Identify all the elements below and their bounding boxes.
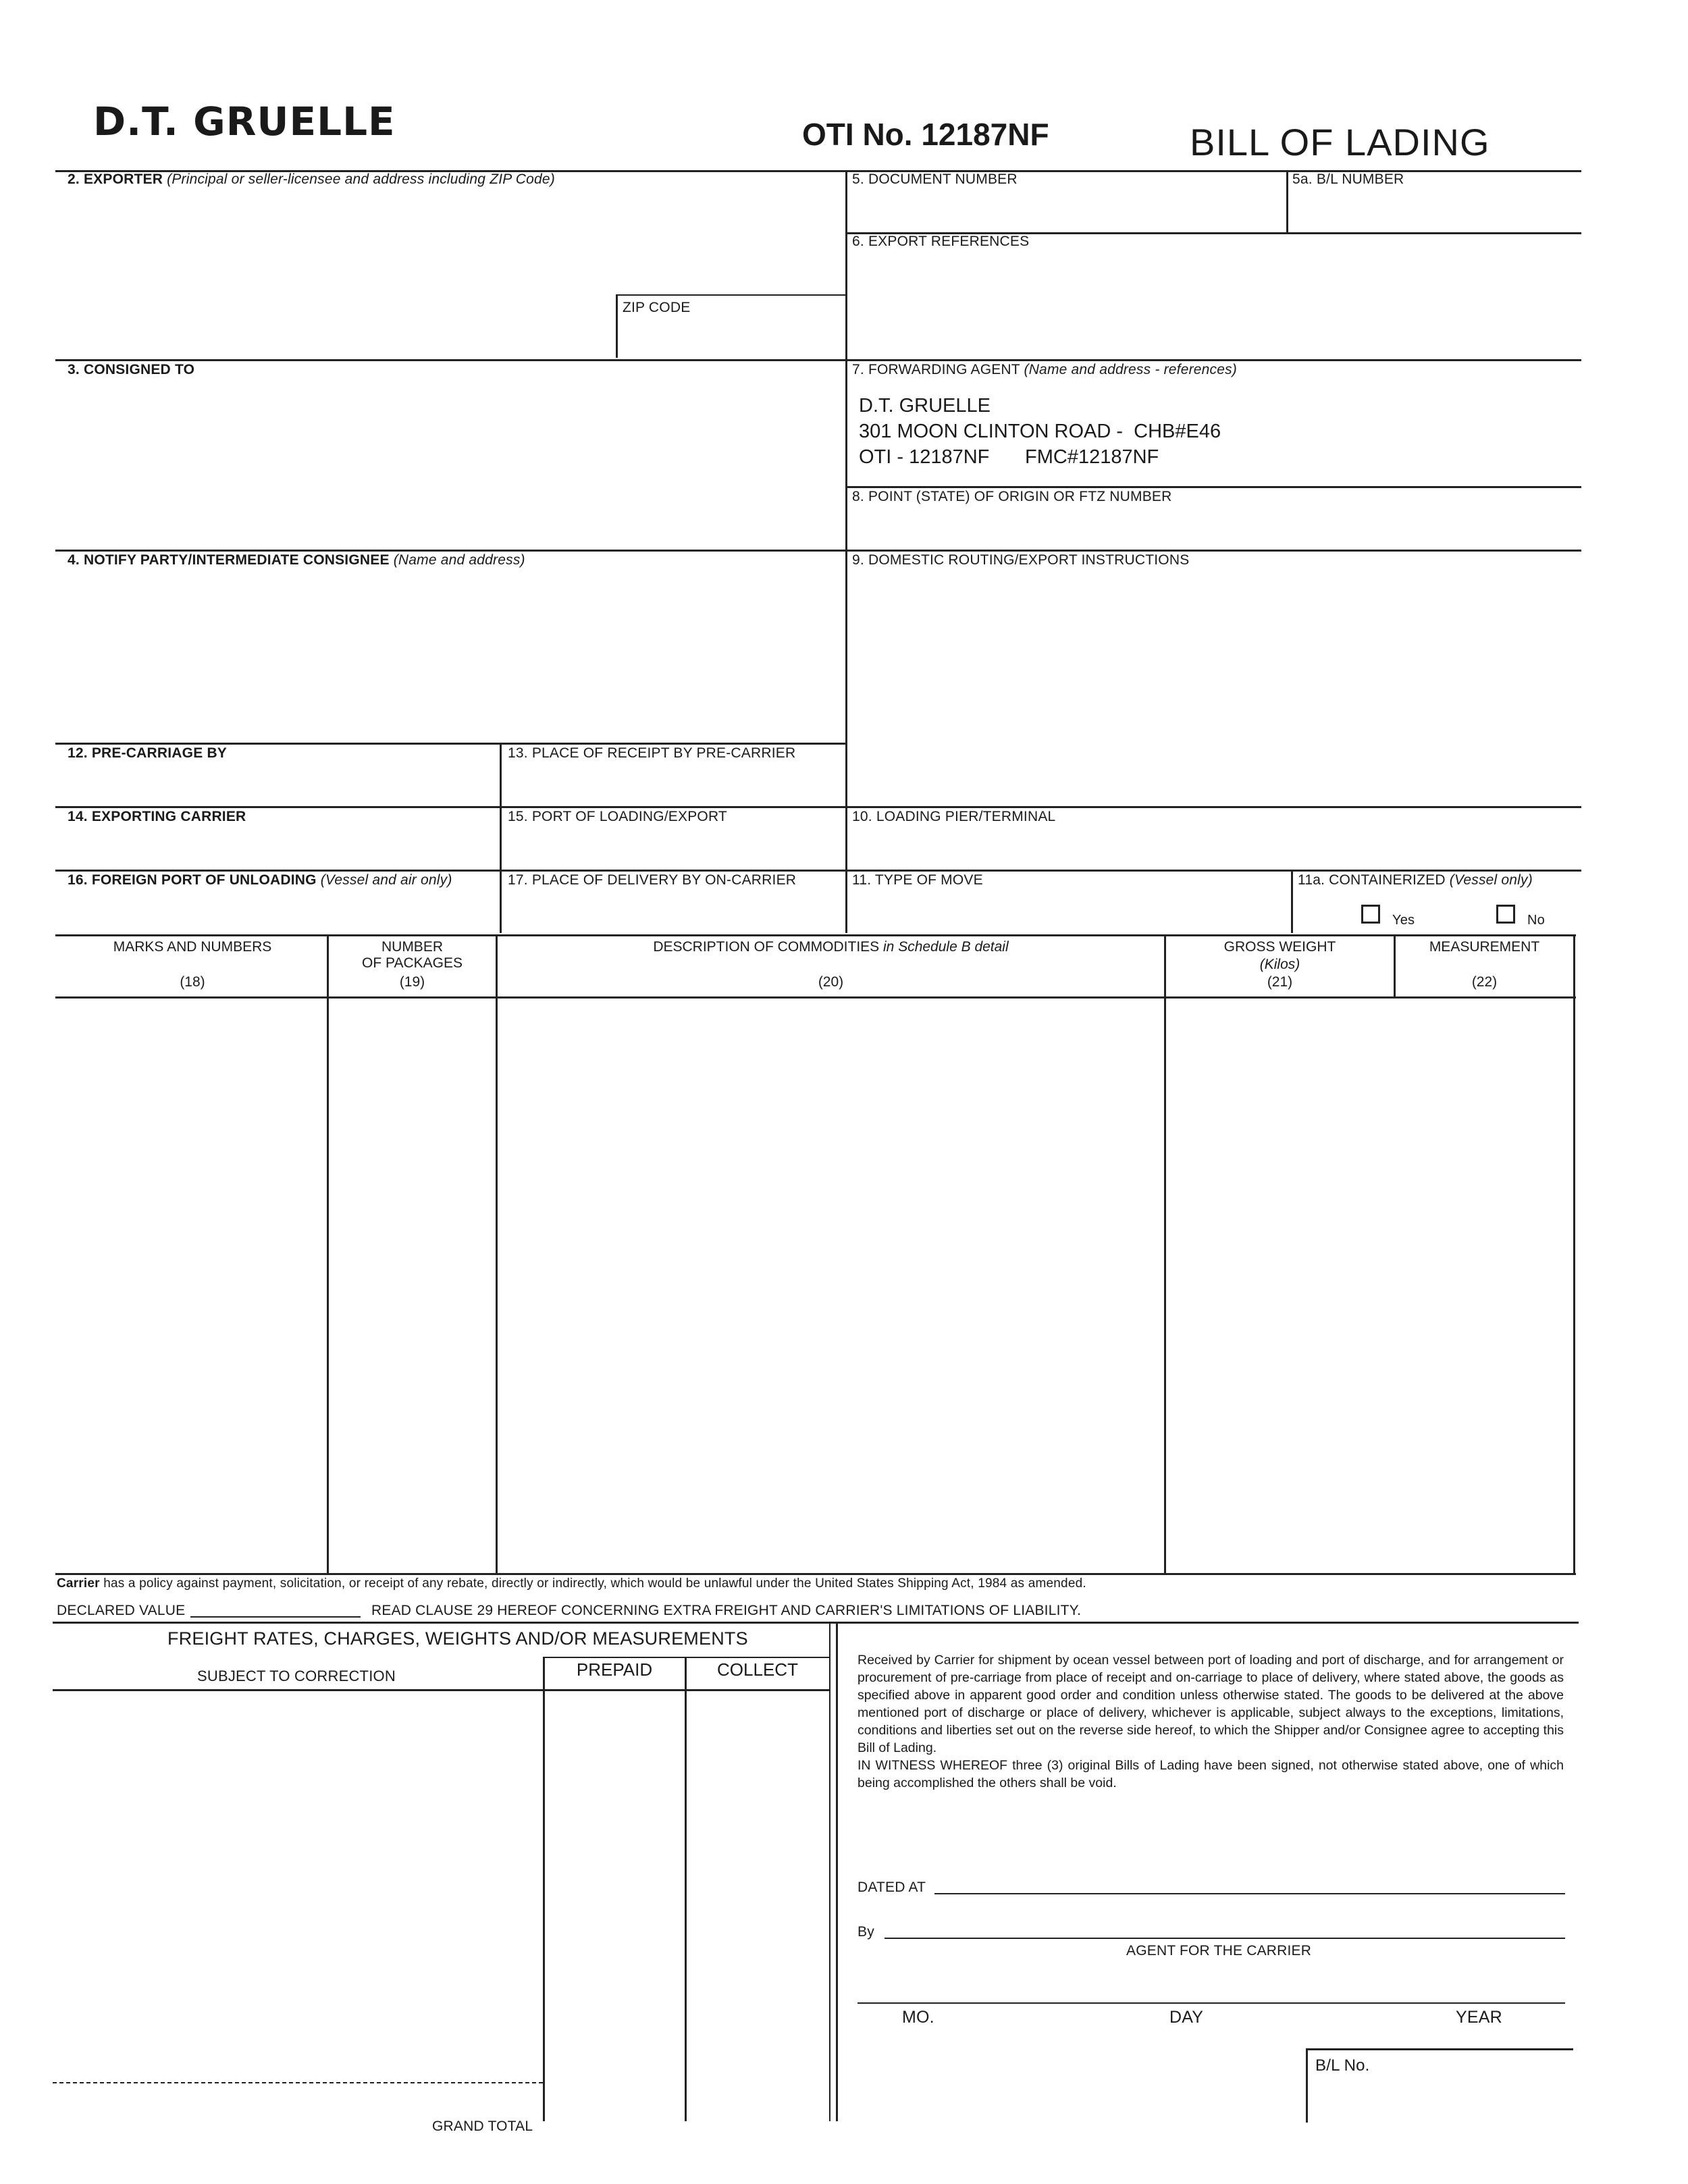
rule-bl-number-divider xyxy=(1286,170,1288,232)
freight-title: FREIGHT RATES, CHARGES, WEIGHTS AND/OR MEASUREMENTS xyxy=(167,1628,748,1649)
clause-notice: READ CLAUSE 29 HEREOF CONCERNING EXTRA FREIGHT AND CARRIER'S LIMITATIONS OF LIABILITY. xyxy=(371,1603,1082,1618)
rule-center-vertical xyxy=(845,170,847,933)
rule-col-marks-right xyxy=(327,934,329,1573)
packages-header-line1: NUMBER xyxy=(381,939,443,955)
notify-party-label: 4. NOTIFY PARTY/INTERMEDIATE CONSIGNEE (Name and address) xyxy=(68,552,525,568)
dated-at-label: DATED AT xyxy=(858,1880,926,1895)
rule-table-top xyxy=(55,934,1576,936)
containerized-yes-checkbox[interactable] xyxy=(1361,905,1380,924)
zip-code-label: ZIP CODE xyxy=(623,300,691,315)
packages-header-line2: OF PACKAGES xyxy=(362,955,463,971)
day-label: DAY xyxy=(1169,2008,1204,2027)
measurement-header: MEASUREMENT xyxy=(1429,939,1540,955)
rule-zip-top xyxy=(616,294,845,296)
export-references-label: 6. EXPORT REFERENCES xyxy=(852,234,1030,249)
exporter-label: 2. EXPORTER (Principal or seller-licensee and address including ZIP Code) xyxy=(68,171,555,187)
rule-table-right xyxy=(1573,934,1575,1573)
terms-receipt: Received by Carrier for shipment by ocean vessel between port of loading and port of discharge, and for arrangement or procurement of pre-carriage from place of receipt and on-carriage to place of delivery, where stated above, the goods as specified above in apparent good order and condition unless otherwise stated. The goods to be delivered at the above mentioned port of discharge or place of delivery, whichever is applicable, subject always to the exceptions, limitations, conditions and liberties set out on the reverse side hereof, to which the Shipper and/or Consignee agree to accepting this Bill of Lading. xyxy=(858,1653,1564,1755)
marks-header: MARKS AND NUMBERS xyxy=(113,939,272,955)
rule-table-bottom xyxy=(55,1573,1576,1575)
pre-carriage-label: 12. PRE-CARRIAGE BY xyxy=(68,745,228,761)
company-name: D.T. GRUELLE xyxy=(93,99,396,144)
description-number: (20) xyxy=(818,974,844,990)
bl-number-label: 5a. B/L NUMBER xyxy=(1292,171,1404,187)
terms-text xyxy=(858,1651,1564,1792)
marks-number: (18) xyxy=(180,974,205,990)
date-line[interactable] xyxy=(858,2002,1565,2004)
rule-carrier-top xyxy=(55,806,1581,808)
signature-line[interactable] xyxy=(885,1938,1565,1939)
rule-freight-top xyxy=(53,1622,1579,1624)
containerized-no-label: No xyxy=(1527,913,1545,928)
gross-weight-unit: (Kilos) xyxy=(1259,957,1300,972)
containerized-note: (Vessel only) xyxy=(1449,872,1533,888)
containerized-no-checkbox[interactable] xyxy=(1496,905,1515,924)
rule-grand-total-top xyxy=(53,2082,543,2083)
place-of-delivery-label: 17. PLACE OF DELIVERY BY ON-CARRIER xyxy=(508,872,797,888)
forwarding-agent-oti: OTI - 12187NF xyxy=(859,446,990,468)
type-of-move-label: 11. TYPE OF MOVE xyxy=(852,872,983,888)
domestic-routing-label: 9. DOMESTIC ROUTING/EXPORT INSTRUCTIONS xyxy=(852,552,1190,568)
rule-freight-right xyxy=(836,1622,838,2121)
declared-value-line[interactable] xyxy=(190,1616,361,1618)
rule-foreign-port-top xyxy=(55,870,1581,872)
exporting-carrier-label: 14. EXPORTING CARRIER xyxy=(68,809,246,824)
foreign-port-note: (Vessel and air only) xyxy=(320,872,452,888)
rule-precarriage-top xyxy=(55,743,845,745)
gross-weight-number: (21) xyxy=(1267,974,1293,990)
rule-col-packages-right xyxy=(496,934,498,1573)
rule-collect-left xyxy=(685,1657,687,2121)
foreign-port-label: 16. FOREIGN PORT OF UNLOADING (Vessel and air only) xyxy=(68,872,452,888)
oti-number: OTI No. 12187NF xyxy=(802,117,1049,152)
forwarding-agent-fmc: FMC#12187NF xyxy=(1025,446,1159,468)
rule-freight-right-inner xyxy=(829,1622,830,2121)
rule-bl-no-top xyxy=(1306,2048,1573,2050)
port-of-loading-label: 15. PORT OF LOADING/EXPORT xyxy=(508,809,727,824)
consigned-to-label: 3. CONSIGNED TO xyxy=(68,362,195,377)
agent-for-carrier-label: AGENT FOR THE CARRIER xyxy=(1126,1943,1312,1959)
point-of-origin-label: 8. POINT (STATE) OF ORIGIN OR FTZ NUMBER xyxy=(852,489,1172,504)
containerized-label: 11a. CONTAINERIZED (Vessel only) xyxy=(1298,872,1533,888)
rule-prepaid-left xyxy=(543,1657,545,2121)
rebate-notice: Carrier has a policy against payment, solicitation, or receipt of any rebate, directly or indirectly, which would be unlawful under the United States Shipping Act, 1984 as amended. xyxy=(57,1576,1086,1591)
containerized-yes-label: Yes xyxy=(1392,913,1415,928)
forwarding-agent-address: 301 MOON CLINTON ROAD - CHB#E46 xyxy=(859,421,1221,442)
gross-weight-header: GROSS WEIGHT xyxy=(1223,939,1336,955)
forwarding-agent-label: 7. FORWARDING AGENT (Name and address - references) xyxy=(852,362,1237,377)
dated-at-line[interactable] xyxy=(934,1893,1565,1894)
by-label: By xyxy=(858,1924,874,1940)
description-note: in Schedule B detail xyxy=(883,939,1009,955)
grand-total-label: GRAND TOTAL xyxy=(432,2119,533,2134)
rule-consigned-top xyxy=(55,359,1581,361)
prepaid-header: PREPAID xyxy=(576,1659,653,1680)
rule-zip-left xyxy=(616,294,618,358)
year-label: YEAR xyxy=(1456,2008,1502,2027)
rule-containerized-left xyxy=(1291,870,1293,933)
forwarding-agent-note: (Name and address - references) xyxy=(1024,362,1237,377)
document-number-label: 5. DOCUMENT NUMBER xyxy=(852,171,1018,187)
place-of-receipt-label: 13. PLACE OF RECEIPT BY PRE-CARRIER xyxy=(508,745,796,761)
description-header: DESCRIPTION OF COMMODITIES in Schedule B detail xyxy=(653,939,1009,955)
rule-bl-no-left xyxy=(1306,2048,1308,2123)
document-title: BILL OF LADING xyxy=(1190,121,1490,163)
rule-table-header-bottom xyxy=(55,996,1576,998)
rule-col-description-right xyxy=(1164,934,1166,1573)
packages-number: (19) xyxy=(399,974,425,990)
loading-pier-label: 10. LOADING PIER/TERMINAL xyxy=(852,809,1056,824)
measurement-number: (22) xyxy=(1471,974,1498,990)
bl-no-label: B/L No. xyxy=(1315,2056,1370,2075)
notify-party-note: (Name and address) xyxy=(393,552,525,568)
rule-notify-top xyxy=(55,550,1581,552)
forwarding-agent-name: D.T. GRUELLE xyxy=(859,395,991,417)
month-label: MO. xyxy=(902,2008,934,2027)
rule-receipt-left xyxy=(500,743,502,933)
terms-witness: IN WITNESS WHEREOF three (3) original Bills of Lading have been signed, not otherwise stated above, one of which being accomplished the others shall be void. xyxy=(858,1758,1564,1790)
declared-value-label: DECLARED VALUE xyxy=(57,1603,186,1618)
exporter-note: (Principal or seller-licensee and address including ZIP Code) xyxy=(167,171,555,187)
collect-header: COLLECT xyxy=(717,1659,798,1680)
rule-freight-header-bottom xyxy=(53,1689,829,1691)
rule-origin-top xyxy=(845,486,1581,488)
subject-to-correction: SUBJECT TO CORRECTION xyxy=(197,1668,396,1684)
